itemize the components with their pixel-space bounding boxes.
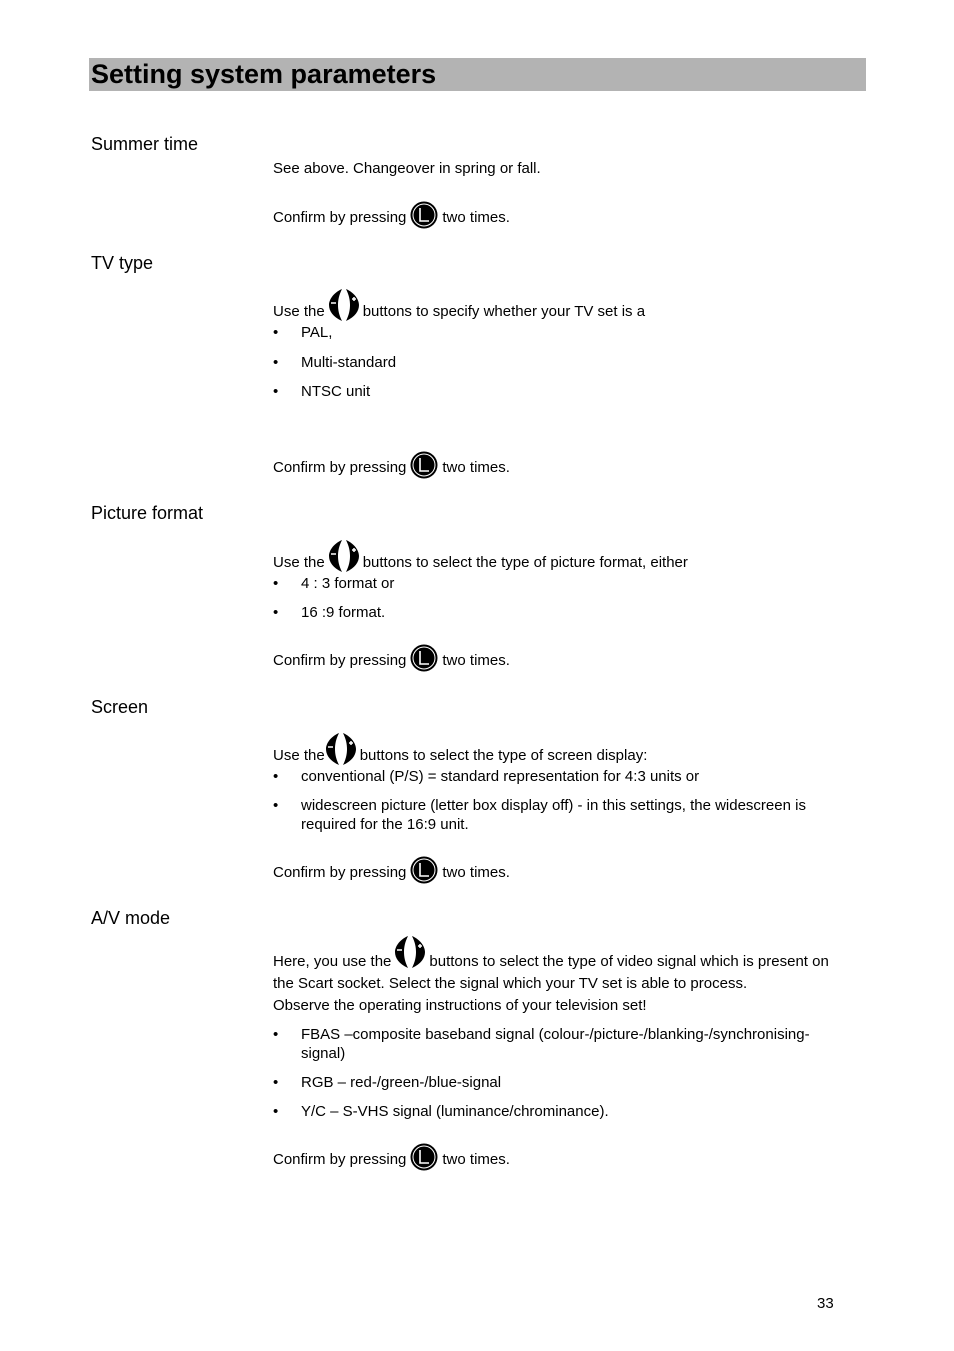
picture-confirm: [273, 647, 510, 675]
bullet-dot: •: [273, 797, 279, 814]
use-pre: Here, you use the: [273, 952, 392, 970]
bullet-dot: •: [273, 575, 279, 592]
use-pre: Use the: [273, 746, 325, 764]
ok-button-icon: [410, 1143, 438, 1171]
av-mode-observe: Observe the operating instructions of your television set!: [273, 997, 647, 1014]
bullet-dot: •: [273, 1026, 279, 1043]
page-title: Setting system parameters: [91, 59, 437, 89]
bullet-dot: •: [273, 768, 279, 785]
use-pre: Use the: [273, 553, 325, 571]
av-mode-instruction: [273, 950, 848, 993]
picture-format-heading: Picture format: [91, 503, 204, 523]
list-item: [273, 1025, 848, 1063]
bullet-dot: •: [273, 383, 279, 400]
confirm-pre: Confirm by pressing: [273, 1150, 407, 1168]
bullet-dot: •: [273, 354, 279, 371]
use-post: buttons to specify whether your TV set is a: [362, 302, 646, 320]
tv-confirm: [273, 454, 510, 482]
ok-button-icon: [410, 451, 438, 479]
page-title-bar: [89, 58, 866, 91]
list-item: [273, 767, 848, 786]
screen-confirm: [273, 859, 510, 887]
list-item-text: FBAS –composite baseband signal (colour-/picture-/blanking-/synchronising-signal): [301, 1026, 810, 1062]
use-post: buttons to select the type of video signal which is present on the Scart socket. Select the signal which your TV set is able to process.: [273, 952, 829, 992]
confirm-post: two times.: [442, 208, 510, 226]
list-item: [273, 574, 848, 593]
minus-plus-buttons-icon: [394, 934, 426, 970]
use-post: buttons to select the type of picture format, either: [362, 553, 688, 571]
summer-time-heading: Summer time: [91, 134, 199, 154]
list-item: [273, 323, 848, 342]
confirm-pre: Confirm by pressing: [273, 208, 407, 226]
list-item-text: PAL,: [301, 324, 333, 341]
confirm-pre: Confirm by pressing: [273, 651, 407, 669]
av-confirm: [273, 1146, 510, 1174]
minus-plus-buttons-icon: [328, 287, 360, 323]
list-item-text: NTSC unit: [301, 383, 371, 400]
summer-time-text: See above. Changeover in spring or fall.: [273, 160, 541, 177]
ok-button-icon: [410, 856, 438, 884]
use-pre: Use the: [273, 302, 325, 320]
ok-button-icon: [410, 644, 438, 672]
list-item: [273, 382, 848, 401]
page-number: 33: [817, 1295, 834, 1312]
confirm-post: two times.: [442, 651, 510, 669]
list-item-text: Multi-standard: [301, 354, 397, 371]
summer-confirm: [273, 204, 510, 232]
list-item-text: 16 :9 format.: [301, 604, 386, 621]
confirm-pre: Confirm by pressing: [273, 458, 407, 476]
list-item: [273, 1102, 848, 1121]
list-item: [273, 796, 848, 834]
av-mode-heading: A/V mode: [91, 908, 171, 928]
list-item-text: Y/C – S-VHS signal (luminance/chrominance).: [301, 1103, 609, 1120]
confirm-post: two times.: [442, 458, 510, 476]
ok-button-icon: [410, 201, 438, 229]
list-item-text: 4 : 3 format or: [301, 575, 395, 592]
list-item-text: conventional (P/S) = standard representation for 4:3 units or: [301, 768, 700, 785]
confirm-post: two times.: [442, 1150, 510, 1168]
tv-type-heading: TV type: [91, 253, 154, 273]
list-item: [273, 603, 848, 622]
confirm-post: two times.: [442, 863, 510, 881]
list-item-text: RGB – red-/green-/blue-signal: [301, 1074, 502, 1091]
bullet-dot: •: [273, 604, 279, 621]
list-item: [273, 1073, 848, 1092]
use-post: buttons to select the type of screen display:: [359, 746, 648, 764]
list-item-text: widescreen picture (letter box display off) - in this settings, the widescreen is required for the 16:9 unit.: [301, 797, 806, 833]
bullet-dot: •: [273, 1103, 279, 1120]
screen-heading: Screen: [91, 697, 149, 717]
bullet-dot: •: [273, 324, 279, 341]
confirm-pre: Confirm by pressing: [273, 863, 407, 881]
list-item: [273, 353, 848, 372]
minus-plus-buttons-icon: [328, 538, 360, 574]
bullet-dot: •: [273, 1074, 279, 1091]
minus-plus-buttons-icon: [325, 731, 357, 767]
